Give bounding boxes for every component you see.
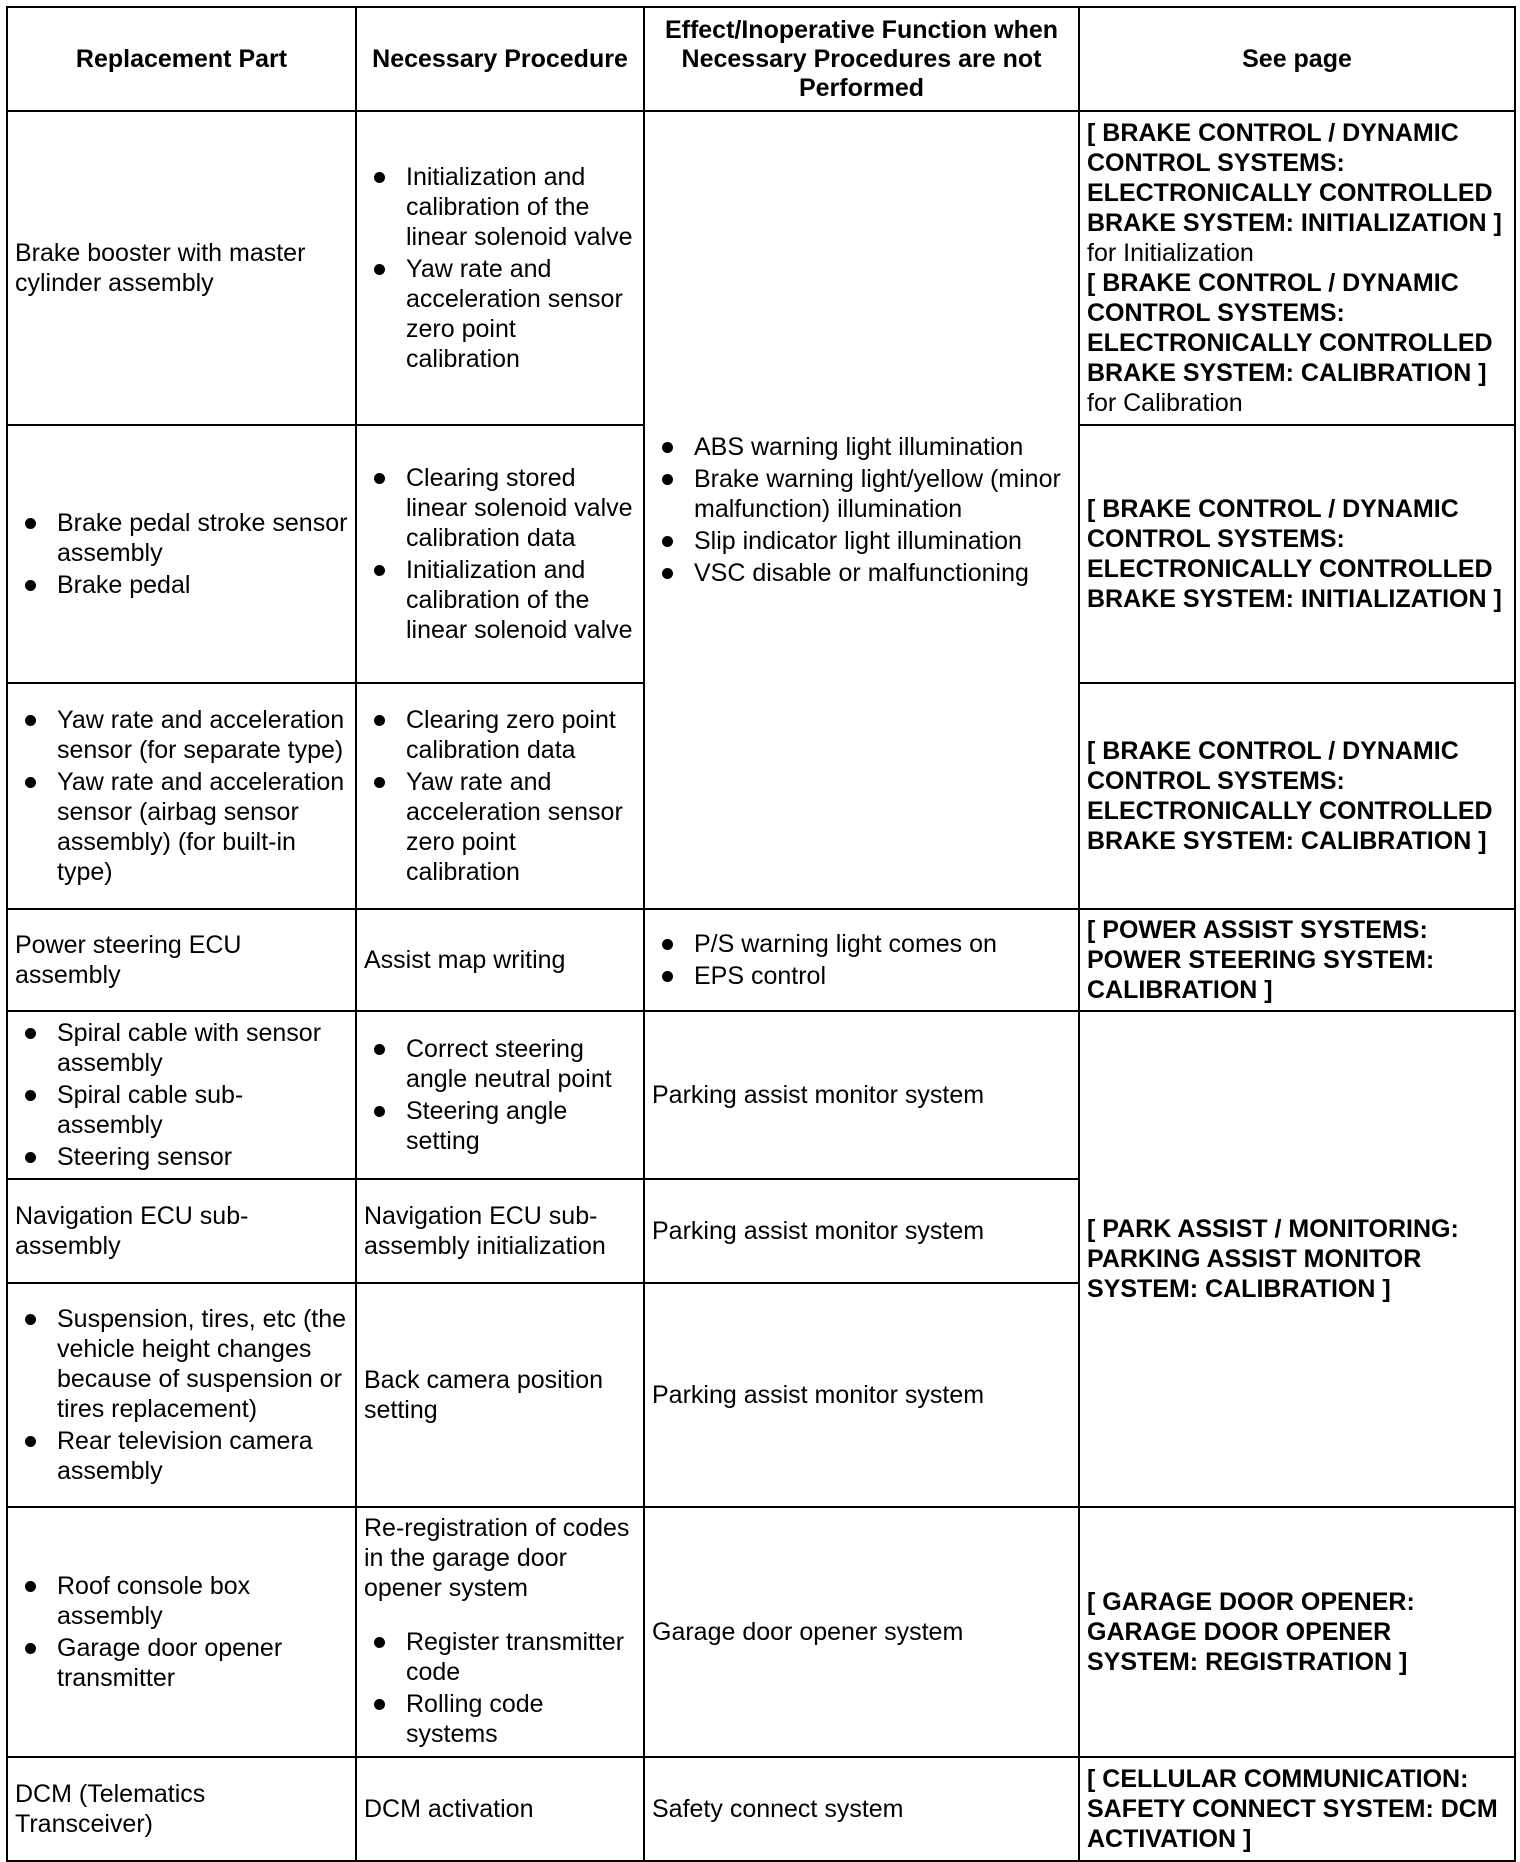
procedure-cell — [356, 1011, 644, 1179]
list-item: Correct steering angle neutral point — [406, 1034, 636, 1094]
list-item: Yaw rate and acceleration sensor (for separate type) — [57, 705, 348, 765]
list-item: VSC disable or malfunctioning — [694, 558, 1071, 588]
procedure-cell: DCM activation — [356, 1757, 644, 1861]
list-item: Clearing stored linear solenoid valve calibration data — [406, 463, 636, 553]
list-item: Slip indicator light illumination — [694, 526, 1071, 556]
table-row — [7, 111, 1515, 425]
replacement-procedures-table — [6, 6, 1516, 1862]
list-item: Rear television camera assembly — [57, 1426, 348, 1486]
list-item: ABS warning light illumination — [694, 432, 1071, 462]
see-page-cell[interactable]: [ PARK ASSIST / MONITORING: PARKING ASSIST MONITOR SYSTEM: CALIBRATION ] — [1079, 1011, 1515, 1507]
table-row — [7, 1011, 1515, 1179]
header-necessary-procedure: Necessary Procedure — [356, 7, 644, 111]
see-page-cell[interactable]: [ BRAKE CONTROL / DYNAMIC CONTROL SYSTEMS: ELECTRONICALLY CONTROLLED BRAKE SYSTEM: CALIBRATION ] — [1079, 683, 1515, 909]
list-item: Suspension, tires, etc (the vehicle height changes because of suspension or tires replacement) — [57, 1305, 347, 1423]
procedure-cell: Navigation ECU sub-assembly initialization — [356, 1179, 644, 1283]
see-page-note: for Initialization — [1087, 239, 1254, 267]
procedure-cell — [356, 425, 644, 683]
replacement-part-cell — [7, 683, 356, 909]
replacement-part-cell — [7, 1283, 356, 1507]
procedure-cell — [356, 683, 644, 909]
see-page-note: for Calibration — [1087, 389, 1243, 417]
list-item: Yaw rate and acceleration sensor (airbag sensor assembly) (for built-in type) — [57, 767, 348, 887]
header-effect: Effect/Inoperative Function when Necessary Procedures are not Performed — [644, 7, 1079, 111]
header-replacement-part: Replacement Part — [7, 7, 356, 111]
replacement-part-cell — [7, 1507, 356, 1757]
see-page-cell — [1079, 111, 1515, 425]
procedure-note: Re-registration of codes in the garage door opener system — [364, 1514, 630, 1602]
replacement-part-cell: DCM (Telematics Transceiver) — [7, 1757, 356, 1861]
see-page-cell[interactable]: [ CELLULAR COMMUNICATION: SAFETY CONNECT SYSTEM: DCM ACTIVATION ] — [1079, 1757, 1515, 1861]
list-item: Steering angle setting — [406, 1096, 636, 1156]
effect-cell: Parking assist monitor system — [644, 1011, 1079, 1179]
table-row — [7, 1757, 1515, 1861]
replacement-part-cell — [7, 425, 356, 683]
list-item: Spiral cable sub-assembly — [57, 1080, 348, 1140]
list-item: Brake pedal — [57, 570, 348, 600]
see-page-cell[interactable]: [ GARAGE DOOR OPENER: GARAGE DOOR OPENER SYSTEM: REGISTRATION ] — [1079, 1507, 1515, 1757]
list-item: Brake warning light/yellow (minor malfunction) illumination — [694, 464, 1071, 524]
table-row — [7, 1507, 1515, 1757]
table-row — [7, 909, 1515, 1011]
see-page-cell[interactable]: [ BRAKE CONTROL / DYNAMIC CONTROL SYSTEMS: ELECTRONICALLY CONTROLLED BRAKE SYSTEM: INITIALIZATION ] — [1079, 425, 1515, 683]
list-item: P/S warning light comes on — [694, 929, 1071, 959]
list-item: Initialization and calibration of the linear solenoid valve — [406, 555, 636, 645]
list-item: Rolling code systems — [406, 1689, 636, 1749]
brake-effect-cell — [644, 111, 1079, 909]
effect-cell: Parking assist monitor system — [644, 1283, 1079, 1507]
list-item: EPS control — [694, 961, 1071, 991]
effect-cell: Garage door opener system — [644, 1507, 1079, 1757]
replacement-part-cell: Navigation ECU sub-assembly — [7, 1179, 356, 1283]
procedure-cell: Back camera position setting — [356, 1283, 644, 1507]
replacement-part-cell — [7, 1011, 356, 1179]
header-row — [7, 7, 1515, 111]
see-page-link-initialization[interactable]: [ BRAKE CONTROL / DYNAMIC CONTROL SYSTEMS: ELECTRONICALLY CONTROLLED BRAKE SYSTEM: INITIALIZATION ] — [1087, 119, 1502, 237]
list-item: Steering sensor — [57, 1142, 348, 1172]
list-item: Clearing zero point calibration data — [406, 705, 636, 765]
list-item: Garage door opener transmitter — [57, 1633, 348, 1693]
list-item: Brake pedal stroke sensor assembly — [57, 509, 348, 567]
list-item: Roof console box assembly — [57, 1571, 348, 1631]
list-item: Yaw rate and acceleration sensor zero point calibration — [406, 254, 636, 374]
list-item: Register transmitter code — [406, 1627, 636, 1687]
see-page-cell[interactable]: [ POWER ASSIST SYSTEMS: POWER STEERING SYSTEM: CALIBRATION ] — [1079, 909, 1515, 1011]
procedure-cell: Assist map writing — [356, 909, 644, 1011]
replacement-part-cell: Brake booster with master cylinder assembly — [7, 111, 356, 425]
effect-cell: Safety connect system — [644, 1757, 1079, 1861]
replacement-part-cell: Power steering ECU assembly — [7, 909, 356, 1011]
procedure-cell — [356, 1507, 644, 1757]
procedure-cell — [356, 111, 644, 425]
see-page-link-calibration[interactable]: [ BRAKE CONTROL / DYNAMIC CONTROL SYSTEMS: ELECTRONICALLY CONTROLLED BRAKE SYSTEM: CALIBRATION ] — [1087, 269, 1493, 387]
header-see-page: See page — [1079, 7, 1515, 111]
effect-cell — [644, 909, 1079, 1011]
list-item: Spiral cable with sensor assembly — [57, 1018, 348, 1078]
list-item: Yaw rate and acceleration sensor zero point calibration — [406, 767, 636, 887]
effect-cell: Parking assist monitor system — [644, 1179, 1079, 1283]
list-item: Initialization and calibration of the linear solenoid valve — [406, 162, 636, 252]
